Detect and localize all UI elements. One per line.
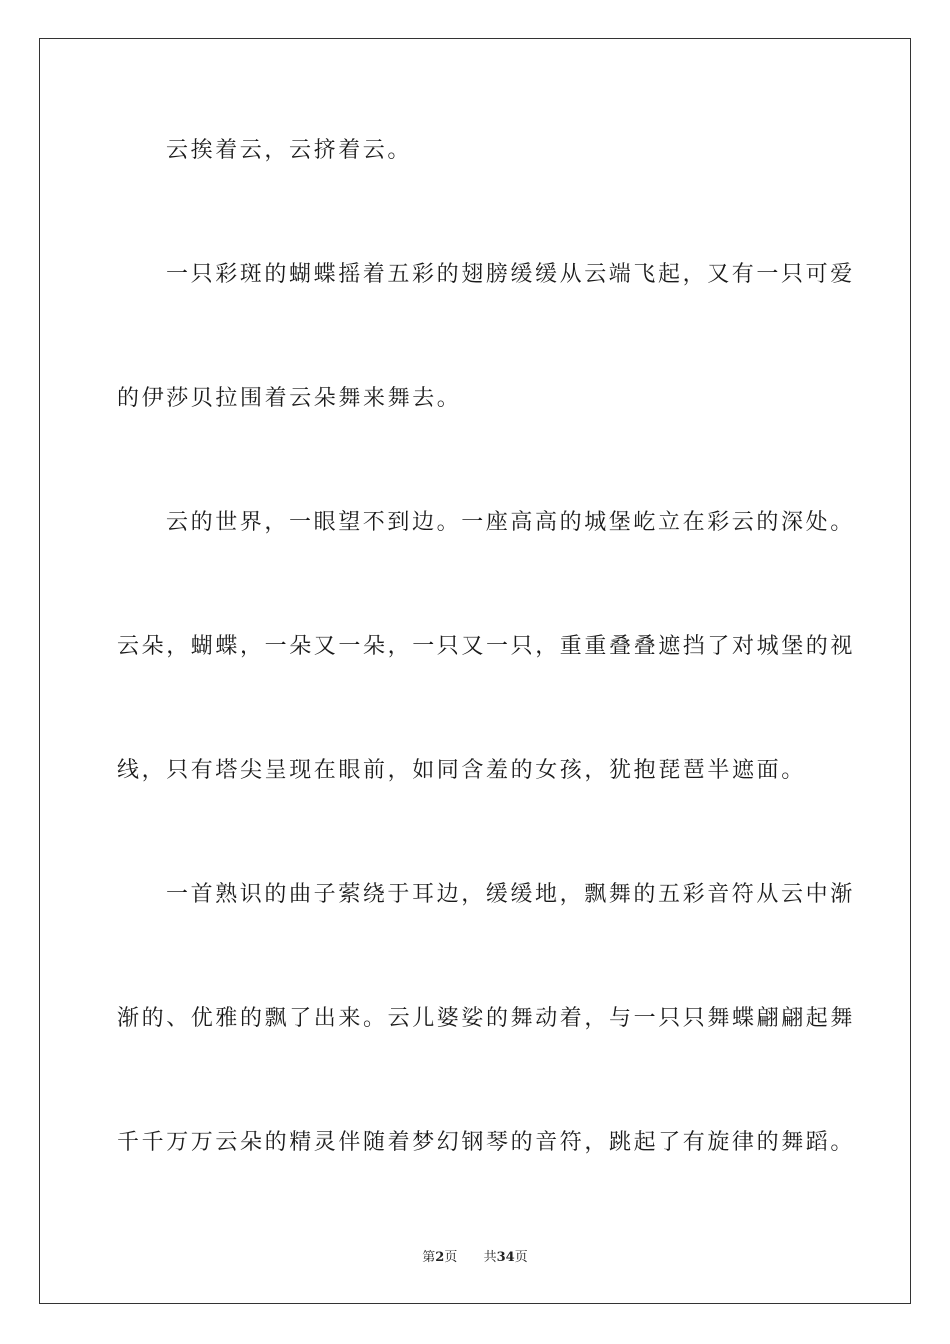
- paragraph-line-2: 一只彩斑的蝴蝶摇着五彩的翅膀缓缓从云端飞起，又有一只可爱: [166, 262, 855, 287]
- paragraph-line-3: 的伊莎贝拉围着云朵舞来舞去。: [117, 386, 462, 411]
- paragraph-line-5: 云朵，蝴蝶，一朵又一朵，一只又一只，重重叠叠遮挡了对城堡的视: [117, 634, 856, 659]
- footer-page-prefix: 第: [422, 1250, 436, 1265]
- paragraph-line-4: 云的世界，一眼望不到边。一座高高的城堡屹立在彩云的深处。: [166, 510, 855, 535]
- paragraph-line-7: 一首熟识的曲子萦绕于耳边，缓缓地，飘舞的五彩音符从云中渐: [166, 882, 855, 907]
- footer-total-pages: 34: [496, 1250, 515, 1265]
- footer-total-prefix: 共: [483, 1250, 497, 1265]
- paragraph-line-1: 云挨着云，云挤着云。: [166, 138, 413, 163]
- page-border: [39, 38, 911, 1304]
- footer-page-number: 2: [435, 1250, 445, 1265]
- page-footer: [0, 1246, 950, 1265]
- footer-page-suffix: 页: [444, 1250, 458, 1265]
- footer-total-suffix: 页: [514, 1250, 528, 1265]
- paragraph-line-6: 线，只有塔尖呈现在眼前，如同含羞的女孩，犹抱琵琶半遮面。: [117, 758, 806, 783]
- paragraph-line-9: 千千万万云朵的精灵伴随着梦幻钢琴的音符，跳起了有旋律的舞蹈。: [117, 1130, 856, 1155]
- paragraph-line-8: 渐的、优雅的飘了出来。云儿婆娑的舞动着，与一只只舞蝶翩翩起舞: [117, 1006, 856, 1031]
